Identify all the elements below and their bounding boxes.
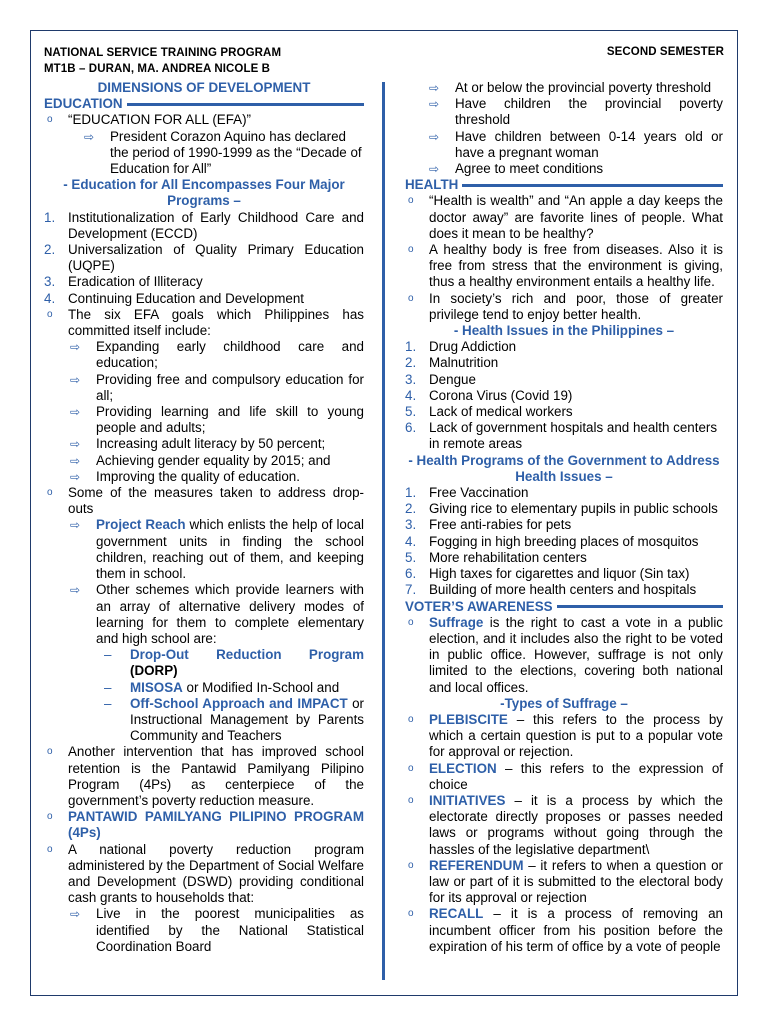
term: PLEBISCITE	[429, 711, 508, 727]
dash-icon: –	[104, 647, 112, 663]
voters-heading: VOTER’S AWARENESS	[405, 598, 553, 614]
arrow-icon: ⇨	[70, 469, 81, 484]
term: INITIATIVES	[429, 792, 506, 808]
page-title: DIMENSIONS OF DEVELOPMENT	[97, 80, 311, 95]
arrow-icon: ⇨	[70, 583, 81, 598]
list-item: o A healthy body is free from diseases. Also it is free from stress that the environment is giving, thus a healthy environment entails a healthy life.	[405, 242, 723, 291]
list-item: 3. Free anti-rabies for pets	[405, 517, 572, 533]
list-item: – Off-School Approach and IMPACT or Instructional Management by Parents Community and Teachers	[104, 695, 364, 744]
arrow-icon: ⇨	[429, 97, 440, 112]
list-item: o In society’s rich and poor, those of greater privilege tend to enjoy better health.	[405, 291, 723, 323]
bullet-icon: o	[408, 713, 414, 725]
term: Suffrage	[429, 614, 484, 630]
bullet-icon: o	[47, 746, 53, 758]
arrow-icon: ⇨	[70, 372, 81, 387]
bullet-icon: o	[408, 292, 414, 304]
arrow-icon: ⇨	[84, 129, 95, 144]
semester-label: SECOND SEMESTER	[606, 46, 724, 58]
list-item	[44, 129, 364, 178]
list-item: ⇨ Expanding early childhood care and education;	[70, 339, 364, 371]
list-item: o INITIATIVES – it is a process by which the electorate directly proposes or passes needed laws or programs without going through the hassles of the legislative department\	[405, 793, 723, 858]
efa-title: “EDUCATION FOR ALL (EFA)”	[68, 112, 252, 128]
heading-rule	[127, 103, 364, 106]
list-item: o REFERENDUM – it refers to when a question or law or part of it is submitted to the electoral body for its approval or rejection	[405, 858, 723, 907]
list-item: ⇨ Project Reach which enlists the help of local government units in finding the school children, reaching out of them, and keeping them in school.	[70, 517, 364, 582]
arrow-icon: ⇨	[70, 340, 81, 355]
list-item: ⇨ Live in the poorest municipalities as identified by the National Statistical Coordination Board	[70, 906, 364, 954]
term: Off-School Approach and IMPACT	[130, 695, 348, 711]
student-name: MT1B – DURAN, MA. ANDREA NICOLE B	[44, 62, 271, 75]
suffrage-types-title: -Types of Suffrage –	[500, 695, 628, 711]
list-item: o Some of the measures taken to address drop-outs	[44, 485, 364, 517]
term: Drop-Out Reduction Program	[130, 647, 364, 663]
term: ELECTION	[429, 760, 497, 776]
health-programs-title: - Health Programs of the Government to Address Health Issues –	[408, 452, 720, 484]
list-item: 5. Lack of medical workers	[405, 404, 573, 420]
section-heading-education	[44, 96, 364, 112]
list-item: o ELECTION – this refers to the expression of choice	[405, 761, 723, 793]
list-item: ⇨ Agree to meet conditions	[429, 161, 604, 177]
list-item: ⇨ At or below the provincial poverty threshold	[429, 80, 712, 95]
list-item: 7. Building of more health centers and hospitals	[405, 582, 697, 598]
efa-decade: President Corazon Aquino has declared the period of 1990-1999 as the “Decade of Education for All”	[110, 128, 362, 177]
document-header	[44, 46, 281, 77]
bullet-icon: o	[408, 859, 414, 871]
term: REFERENDUM	[429, 857, 524, 873]
list-item: ⇨ Have children between 0-14 years old or have a pregnant woman	[429, 128, 723, 160]
list-item: o PLEBISCITE – this refers to the process by which a certain question is put to a popular vote for approval or rejection.	[405, 712, 723, 761]
list-item: 4. Continuing Education and Development	[44, 290, 304, 306]
heading-rule	[557, 605, 723, 608]
list-item: 4. Corona Virus (Covid 19)	[405, 387, 573, 403]
health-issues-title: - Health Issues in the Philippines –	[453, 323, 675, 339]
term: RECALL	[429, 906, 484, 922]
arrow-icon: ⇨	[429, 162, 440, 177]
dash-icon: –	[104, 679, 112, 695]
list-item: 1. Drug Addiction	[405, 339, 517, 355]
arrow-icon: ⇨	[70, 453, 81, 468]
list-item: 1. Free Vaccination	[405, 485, 529, 501]
arrow-icon: ⇨	[429, 129, 440, 144]
list-item: o Another intervention that has improved school retention is the Pantawid Pamilyang Pilipino Program (4Ps) as centerpiece of the government’s poverty reduction measure.	[44, 744, 364, 809]
arrow-icon: ⇨	[70, 405, 81, 420]
bullet-icon: o	[408, 794, 414, 806]
efa-programs-title: - Education for All Encompasses Four Major Programs –	[63, 177, 345, 209]
list-item: 2. Universalization of Quality Primary Education (UQPE)	[44, 242, 364, 274]
bullet-icon: o	[408, 195, 414, 207]
list-item: 6. High taxes for cigarettes and liquor (Sin tax)	[405, 566, 690, 582]
bullet-icon: o	[408, 908, 414, 920]
education-heading: EDUCATION	[44, 96, 123, 112]
list-item	[44, 809, 364, 841]
program-name: NATIONAL SERVICE TRAINING PROGRAM	[44, 47, 282, 59]
list-item: 3. Dengue	[405, 371, 476, 387]
list-item: 2. Giving rice to elementary pupils in public schools	[405, 501, 718, 517]
arrow-icon: ⇨	[429, 81, 440, 95]
list-item: 5. More rehabilitation centers	[405, 549, 587, 565]
bullet-icon: o	[408, 762, 414, 774]
list-item: 1. Institutionalization of Early Childhood Care and Development (ECCD)	[44, 209, 364, 241]
arrow-icon: ⇨	[70, 907, 81, 922]
list-item: ⇨ Increasing adult literacy by 50 percent;	[70, 436, 326, 452]
list-item: ⇨ Achieving gender equality by 2015; and	[70, 452, 331, 468]
list-item: 2. Malnutrition	[405, 355, 499, 371]
fourps-heading: PANTAWID PAMILYANG PILIPINO PROGRAM (4Ps)	[68, 809, 364, 841]
bullet-icon: o	[47, 811, 53, 823]
list-item: ⇨ Improving the quality of education.	[70, 468, 300, 484]
bullet-icon: o	[408, 616, 414, 628]
list-item: 4. Fogging in high breeding places of mosquitos	[405, 533, 699, 549]
bullet-icon: o	[47, 308, 53, 320]
bullet-icon: o	[47, 843, 53, 855]
list-item: o Suffrage is the right to cast a vote in a public election, and it includes also the right to be voted in public office. However, suffrage is not only limited to the elections, covering both national and local offices.	[405, 615, 723, 696]
bullet-icon: o	[47, 114, 53, 126]
arrow-icon: ⇨	[70, 518, 81, 533]
section-heading-voters	[405, 599, 723, 615]
list-item: – MISOSA or Modified In-School and	[104, 679, 340, 695]
list-item: ⇨ Other schemes which provide learners with an array of alternative delivery modes of learning for them to complete elementary and high school are:	[70, 582, 364, 646]
heading-rule	[462, 184, 723, 187]
left-column	[44, 80, 364, 955]
bullet-icon: o	[47, 487, 53, 499]
term: MISOSA	[130, 679, 183, 695]
arrow-icon: ⇨	[70, 437, 81, 452]
list-item: ⇨ Have children the provincial poverty threshold	[429, 96, 723, 128]
column-divider	[382, 82, 385, 980]
list-item: o RECALL – it is a process of removing an incumbent officer from his position before the expiration of his term of office by a vote of people	[405, 906, 723, 955]
list-item: ⇨ Providing free and compulsory education for all;	[70, 371, 364, 403]
list-item: 3. Eradication of Illiteracy	[44, 274, 203, 290]
list-item	[44, 112, 364, 128]
list-item: 6. Lack of government hospitals and health centers in remote areas	[405, 420, 718, 452]
list-item: ⇨ Providing learning and life skill to young people and adults;	[70, 404, 364, 436]
health-heading: HEALTH	[405, 177, 459, 193]
list-item: o The six EFA goals which Philippines has committed itself include:	[44, 307, 364, 339]
term: Project Reach	[96, 517, 186, 533]
list-item: o A national poverty reduction program administered by the Department of Social Welfare and Development (DSWD) providing conditional cash grants to households that:	[44, 842, 364, 907]
section-heading-health	[405, 177, 723, 193]
dash-icon: –	[104, 695, 112, 711]
bullet-icon: o	[408, 244, 414, 256]
list-item: o “Health is wealth” and “An apple a day keeps the doctor away” are favorite lines of people. What does it mean to be healthy?	[405, 193, 723, 242]
list-item: – Drop-Out Reduction Program (DORP)	[104, 647, 364, 679]
right-column	[405, 80, 723, 955]
